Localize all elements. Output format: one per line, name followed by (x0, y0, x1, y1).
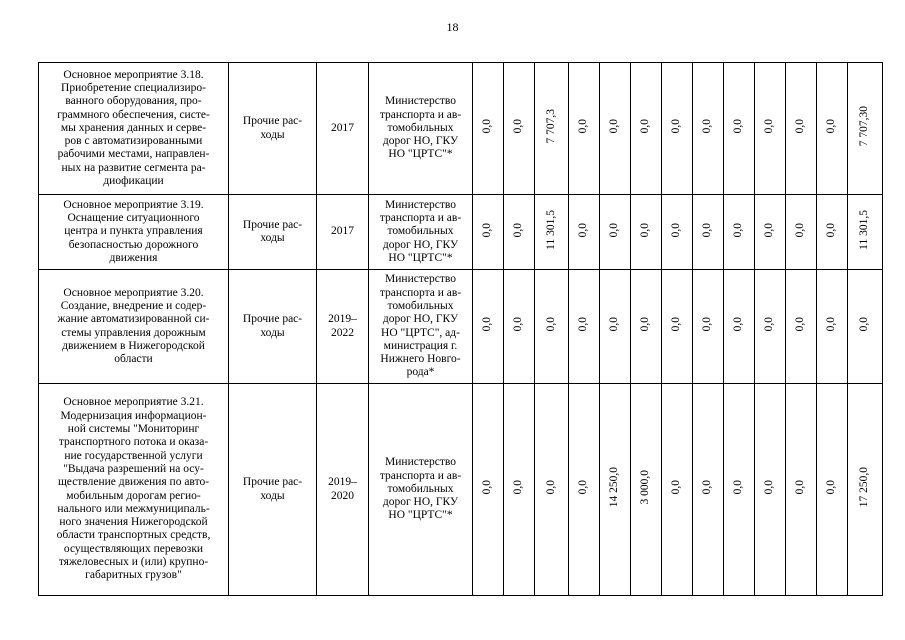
measure-name-cell: Основное мероприятие 3.20. Создание, внедрение и содер- жание автоматизированной си- стемы управления дорожным движением в Нижегородской области (39, 270, 229, 384)
value-cell (693, 270, 724, 384)
value-text: 0,0 (512, 222, 525, 238)
table-row (39, 63, 883, 195)
executor-cell: Министерство транспорта и ав- томобильных дорог НО, ГКУ НО "ЦРТС", ад- министрация г. Нижнего Новго- рода* (369, 270, 473, 384)
value-cell (693, 195, 724, 270)
value-cell (569, 384, 600, 596)
value-cell (473, 63, 504, 195)
value-text: 0,0 (481, 119, 494, 134)
value-text: 0,0 (701, 317, 714, 332)
value-cell (631, 270, 662, 384)
value-text: 11 301,5 (544, 209, 557, 250)
value-text: 3 000,0 (639, 470, 652, 505)
value-text: 0,0 (608, 119, 621, 134)
value-cell (724, 384, 755, 596)
value-text: 7 707,30 (858, 106, 871, 147)
value-cell (693, 63, 724, 195)
value-text: 0,0 (825, 222, 838, 238)
expense-type-cell: Прочие рас- ходы (229, 63, 317, 195)
value-text: 0,0 (670, 119, 683, 134)
value-text: 0,0 (608, 317, 621, 332)
value-text: 0,0 (481, 480, 494, 495)
value-text: 0,0 (701, 480, 714, 495)
value-cell (473, 195, 504, 270)
value-text: 0,0 (732, 480, 745, 495)
value-cell (817, 63, 848, 195)
expense-type-cell: Прочие рас- ходы (229, 384, 317, 596)
period-cell: 2019– 2020 (317, 384, 369, 596)
value-cell (817, 270, 848, 384)
measure-name-cell: Основное мероприятие 3.18. Приобретение специализиро- ванного оборудования, про- граммного обеспечения, систе- мы хранения данных и серве- ров с автоматизированными рабочими местами, направлен- ных на развитие сегмента ра- диофикации (39, 63, 229, 195)
value-text: 0,0 (794, 119, 807, 134)
value-text: 0,0 (794, 222, 807, 238)
value-cell (786, 384, 817, 596)
total-value-cell (848, 195, 883, 270)
value-cell (504, 270, 535, 384)
value-text: 0,0 (732, 119, 745, 134)
value-cell (631, 384, 662, 596)
value-cell (535, 195, 569, 270)
value-cell (786, 195, 817, 270)
value-cell (600, 63, 631, 195)
value-text: 0,0 (763, 222, 776, 238)
value-cell (724, 270, 755, 384)
value-text: 14 250,0 (608, 467, 621, 508)
total-value-cell (848, 63, 883, 195)
value-text: 0,0 (544, 480, 557, 495)
value-text: 0,0 (577, 480, 590, 495)
value-cell (724, 195, 755, 270)
value-text: 0,0 (858, 317, 871, 332)
value-cell (786, 63, 817, 195)
value-text: 0,0 (670, 222, 683, 238)
value-text: 0,0 (825, 317, 838, 332)
period-cell: 2017 (317, 63, 369, 195)
value-cell (600, 384, 631, 596)
value-cell (817, 384, 848, 596)
table-row (39, 384, 883, 596)
value-text: 0,0 (701, 119, 714, 134)
total-value-cell (848, 384, 883, 596)
value-cell (504, 384, 535, 596)
table-row (39, 195, 883, 270)
value-text: 0,0 (608, 222, 621, 238)
value-cell (755, 195, 786, 270)
executor-cell: Министерство транспорта и ав- томобильных дорог НО, ГКУ НО "ЦРТС"* (369, 384, 473, 596)
value-text: 0,0 (825, 119, 838, 134)
value-cell (535, 384, 569, 596)
value-text: 0,0 (763, 317, 776, 332)
value-cell (535, 270, 569, 384)
value-text: 0,0 (794, 317, 807, 332)
value-cell (755, 384, 786, 596)
value-text: 0,0 (481, 317, 494, 332)
value-cell (504, 195, 535, 270)
value-cell (662, 384, 693, 596)
value-text: 0,0 (577, 119, 590, 134)
value-cell (662, 63, 693, 195)
value-text: 0,0 (512, 119, 525, 134)
value-text: 0,0 (670, 480, 683, 495)
table-row (39, 270, 883, 384)
executor-cell: Министерство транспорта и ав- томобильных дорог НО, ГКУ НО "ЦРТС"* (369, 195, 473, 270)
value-text: 0,0 (763, 119, 776, 134)
value-cell (473, 384, 504, 596)
value-cell (817, 195, 848, 270)
value-text: 0,0 (639, 119, 652, 134)
value-cell (600, 270, 631, 384)
value-cell (473, 270, 504, 384)
executor-cell: Министерство транспорта и ав- томобильных дорог НО, ГКУ НО "ЦРТС"* (369, 63, 473, 195)
value-cell (569, 195, 600, 270)
value-cell (755, 63, 786, 195)
value-cell (631, 63, 662, 195)
value-text: 7 707,3 (544, 109, 557, 144)
value-cell (755, 270, 786, 384)
value-text: 0,0 (512, 317, 525, 332)
value-cell (569, 270, 600, 384)
value-text: 0,0 (577, 222, 590, 238)
value-text: 0,0 (481, 222, 494, 238)
value-text: 17 250,0 (858, 467, 871, 508)
budget-table (38, 62, 883, 596)
period-cell: 2019– 2022 (317, 270, 369, 384)
value-cell (724, 63, 755, 195)
value-cell (631, 195, 662, 270)
value-cell (662, 270, 693, 384)
measure-name-cell: Основное мероприятие 3.19. Оснащение ситуационного центра и пункта управления безопасностью дорожного движения (39, 195, 229, 270)
value-text: 0,0 (544, 317, 557, 332)
total-value-cell (848, 270, 883, 384)
expense-type-cell: Прочие рас- ходы (229, 195, 317, 270)
value-text: 0,0 (825, 480, 838, 495)
value-text: 0,0 (763, 480, 776, 495)
value-text: 0,0 (639, 317, 652, 332)
table-body (39, 63, 883, 596)
value-text: 0,0 (577, 317, 590, 332)
value-text: 11 301,5 (858, 209, 871, 250)
expense-type-cell: Прочие рас- ходы (229, 270, 317, 384)
value-cell (662, 195, 693, 270)
value-text: 0,0 (701, 222, 714, 238)
value-cell (504, 63, 535, 195)
value-cell (600, 195, 631, 270)
value-text: 0,0 (512, 480, 525, 495)
value-cell (786, 270, 817, 384)
page-number: 18 (446, 20, 459, 34)
value-cell (535, 63, 569, 195)
value-text: 0,0 (670, 317, 683, 332)
period-cell: 2017 (317, 195, 369, 270)
measure-name-cell: Основное мероприятие 3.21. Модернизация информацион- ной системы "Мониторинг транспортного потока и оказа- ние государственной услуги "Выдача разрешений на осу- ществление движения по авто- мобильным дорогам регио- нального или межмуниципаль- ного значения Нижегородской области транспортных средств, осуществляющих перевозки тяжеловесных и (или) крупно- габаритных грузов" (39, 384, 229, 596)
value-text: 0,0 (639, 222, 652, 238)
value-text: 0,0 (794, 480, 807, 495)
value-text: 0,0 (732, 222, 745, 238)
value-cell (693, 384, 724, 596)
value-cell (569, 63, 600, 195)
value-text: 0,0 (732, 317, 745, 332)
